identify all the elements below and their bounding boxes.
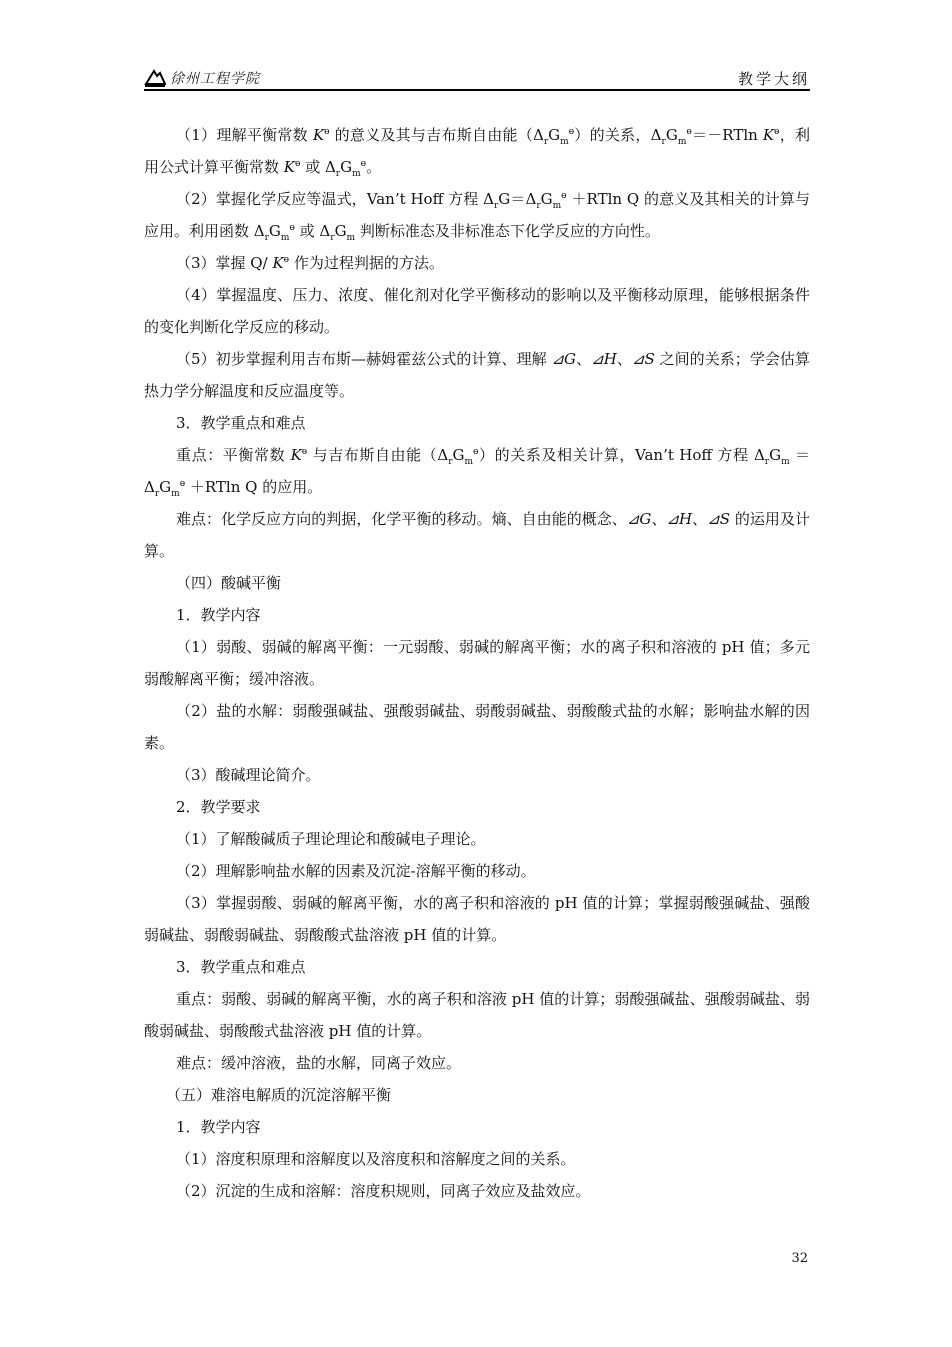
paragraph: （2）盐的水解：弱酸强碱盐、强酸弱碱盐、弱酸弱碱盐、弱酸酸式盐的水解；影响盐水解的因素。 xyxy=(144,702,810,752)
paragraph: 1．教学内容 xyxy=(176,606,261,624)
document-type-label: 教学大纲 xyxy=(737,70,810,88)
paragraph: （5）初步掌握利用吉布斯—赫姆霍兹公式的计算、理解 ⊿G、⊿H、⊿S 之间的关系；学会估算热力学分解温度和反应温度等。 xyxy=(144,350,810,400)
paragraph: （1）理解平衡常数 $K^ө$ 的意义及其与吉布斯自由能$(\Delta_rG_m^ө)$的关系，$\Delta_rG_m^ө=-RTln$ $K^ө$，利用公式计算平衡常数 $K^ө$ 或 $\Delta_rG_m^ө$。 xyxy=(144,126,810,179)
paragraph: （1）了解酸碱质子理论理论和酸碱电子理论。 xyxy=(176,830,486,848)
paragraph: （2）理解影响盐水解的因素及沉淀-溶解平衡的移动。 xyxy=(176,862,536,880)
page-header xyxy=(144,66,810,92)
paragraph: （3）酸碱理论简介。 xyxy=(176,766,321,784)
paragraph: 2．教学要求 xyxy=(176,798,261,816)
paragraph: 1．教学内容 xyxy=(176,1118,261,1136)
school-name: 徐州工程学院 xyxy=(170,71,260,87)
header-rule xyxy=(144,89,810,91)
paragraph: 重点：平衡常数 $K^ө$ 与吉布斯自由能$(\Delta_rG_m^ө)$的关系及相关计算，Van’t Hoff 方程 $\Delta_rG_m =\Delta_rG_m^ө +RTln$ Q 的应用。 xyxy=(144,446,810,499)
paragraph: （2）沉淀的生成和溶解：溶度积规则，同离子效应及盐效应。 xyxy=(176,1182,591,1200)
paragraph: 重点：弱酸、弱碱的解离平衡，水的离子积和溶液 pH 值的计算；弱酸强碱盐、强酸弱碱盐、弱酸弱碱盐、弱酸酸式盐溶液 pH 值的计算。 xyxy=(144,990,810,1040)
document-body xyxy=(144,119,810,1207)
paragraph: （四）酸碱平衡 xyxy=(176,574,282,592)
paragraph: 难点：化学反应方向的判据，化学平衡的移动。熵、自由能的概念、⊿G、⊿H、⊿S 的运用及计算。 xyxy=(144,510,810,560)
school-emblem-icon xyxy=(144,68,166,88)
paragraph: （五）难溶电解质的沉淀溶解平衡 xyxy=(166,1086,392,1104)
paragraph: （2）掌握化学反应等温式，Van’t Hoff 方程 $\Delta_rG=\Delta_rG_m^ө +RTln$ Q 的意义及其相关的计算与应用。利用函数 $\Delta_rG_m^ө$ 或 $\Delta_rG_m$ 判断标准态及非标准态下化学反应的方向性。 xyxy=(144,190,810,243)
page-number: 32 xyxy=(791,1251,808,1266)
paragraph: 3．教学重点和难点 xyxy=(176,958,306,976)
paragraph: 难点：缓冲溶液，盐的水解，同离子效应。 xyxy=(176,1054,462,1072)
paragraph: （4）掌握温度、压力、浓度、催化剂对化学平衡移动的影响以及平衡移动原理，能够根据条件的变化判断化学反应的移动。 xyxy=(144,286,810,336)
paragraph: （3）掌握 Q/ $K^ө$ 作为过程判据的方法。 xyxy=(176,254,444,272)
paragraph: 3．教学重点和难点 xyxy=(176,414,306,432)
paragraph: （1）溶度积原理和溶解度以及溶度积和溶解度之间的关系。 xyxy=(176,1150,576,1168)
school-logo xyxy=(144,66,260,90)
paragraph: （1）弱酸、弱碱的解离平衡：一元弱酸、弱碱的解离平衡；水的离子积和溶液的 pH 值；多元弱酸解离平衡；缓冲溶液。 xyxy=(144,638,810,688)
paragraph: （3）掌握弱酸、弱碱的解离平衡，水的离子积和溶液的 pH 值的计算；掌握弱酸强碱盐、强酸弱碱盐、弱酸弱碱盐、弱酸酸式盐溶液 pH 值的计算。 xyxy=(144,894,810,944)
